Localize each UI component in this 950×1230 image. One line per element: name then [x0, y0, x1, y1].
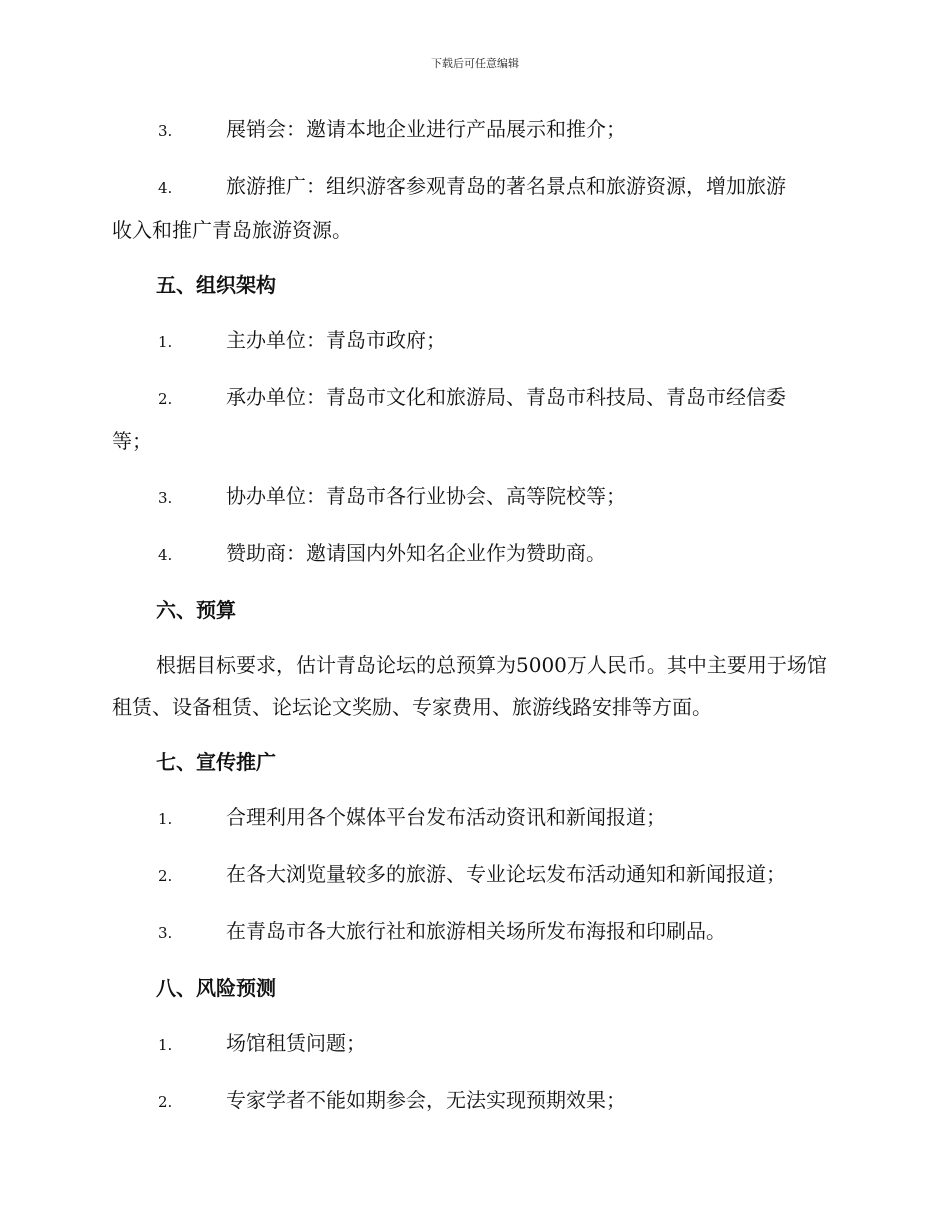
- list-number: 2.: [158, 1093, 173, 1111]
- list-text: 展销会：邀请本地企业进行产品展示和推介；: [226, 117, 626, 141]
- list-text: 场馆租赁问题；: [226, 1031, 366, 1055]
- section-heading-6: 六、预算: [156, 598, 236, 622]
- list-number: 3.: [158, 489, 173, 507]
- list-number: 1.: [158, 333, 173, 351]
- list-item: [112, 910, 837, 954]
- list-text: 在青岛市各大旅行社和旅游相关场所发布海报和印刷品。: [226, 919, 726, 943]
- list-item: [112, 853, 837, 897]
- list-number: 4.: [158, 546, 173, 564]
- list-number: 2.: [158, 867, 173, 885]
- list-text: 协办单位：青岛市各行业协会、高等院校等；: [226, 484, 626, 508]
- list-item: [112, 475, 837, 519]
- list-text: 专家学者不能如期参会，无法实现预期效果；: [226, 1088, 626, 1112]
- list-text-line2: 等；: [112, 429, 152, 453]
- list-item: [112, 108, 837, 152]
- list-item: [112, 1079, 837, 1123]
- list-number: 4.: [158, 179, 173, 197]
- list-text: 主办单位：青岛市政府；: [226, 328, 446, 352]
- list-number: 1.: [158, 1036, 173, 1054]
- document-body: [112, 108, 837, 1136]
- list-text-line1: 承办单位：青岛市文化和旅游局、青岛市科技局、青岛市经信委: [226, 385, 786, 409]
- list-number: 2.: [158, 390, 173, 408]
- page-header: 下载后可任意编辑: [431, 57, 519, 70]
- list-item: [112, 796, 837, 840]
- list-text-line1: 旅游推广：组织游客参观青岛的著名景点和旅游资源，增加旅游: [226, 174, 786, 198]
- list-item: [112, 376, 837, 462]
- list-text: 在各大浏览量较多的旅游、专业论坛发布活动通知和新闻报道；: [226, 862, 786, 886]
- list-text: 赞助商：邀请国内外知名企业作为赞助商。: [226, 541, 606, 565]
- list-number: 3.: [158, 924, 173, 942]
- section-heading-7: 七、宣传推广: [156, 750, 276, 774]
- list-item: [112, 532, 837, 576]
- list-text-line2: 收入和推广青岛旅游资源。: [112, 218, 352, 242]
- list-number: 1.: [158, 810, 173, 828]
- list-item: [112, 1022, 837, 1066]
- section-heading-5: 五、组织架构: [156, 273, 276, 297]
- section-heading-8: 八、风险预测: [156, 976, 276, 1000]
- budget-paragraph: 根据目标要求，估计青岛论坛的总预算为5000万人民币。其中主要用于场馆租赁、设备租赁、论坛论文奖励、专家费用、旅游线路安排等方面。: [112, 653, 827, 719]
- list-item-tourism: [112, 165, 837, 251]
- list-text: 合理利用各个媒体平台发布活动资讯和新闻报道；: [226, 805, 666, 829]
- list-item: [112, 319, 837, 363]
- list-number: 3.: [158, 122, 173, 140]
